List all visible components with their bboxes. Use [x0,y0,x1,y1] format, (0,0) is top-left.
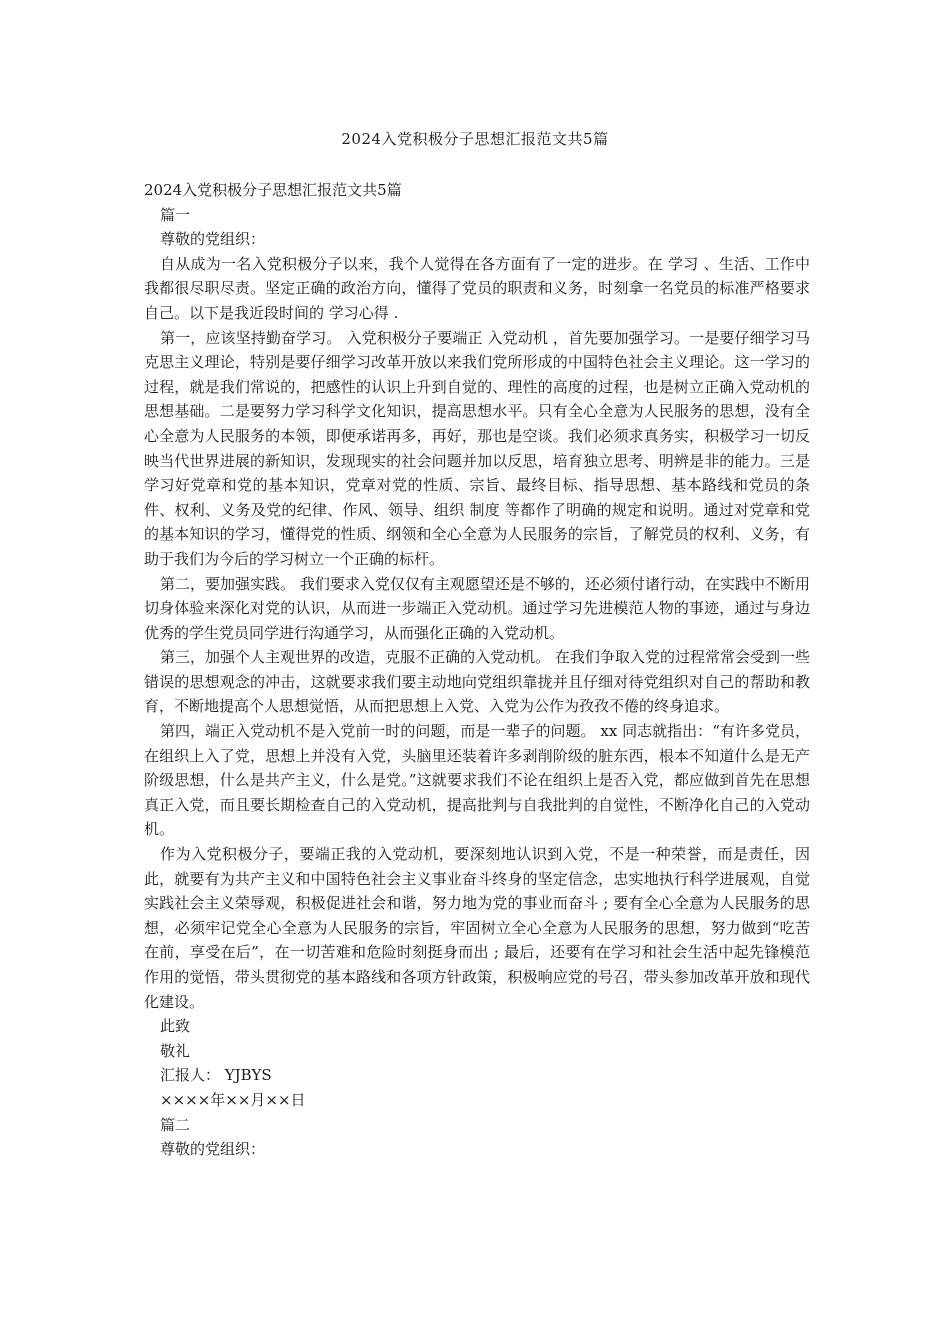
salutation: 尊敬的党组织： [160,230,266,249]
paragraph: 第二，要加强实践。 我们要求入党仅仅有主观愿望还是不够的，还必须付诸行动，在实践中不断用切身体验来深化对党的认识，从而进一步端正入党动机。通过学习先进模范人物的事迹，通过与身边优秀的学生党员同学进行沟通学习，从而强化正确的入党动机。 [144,574,810,642]
closing-line: 此致 [160,1017,191,1036]
salutation: 尊敬的党组织： [160,1140,266,1159]
section-label: 篇一 [160,205,191,224]
date-line: ××××年××月××日 [160,1090,306,1109]
paragraph: 作为入党积极分子，要端正我的入党动机，要深刻地认识到入党，不是一种荣誉，而是责任，因此，就要有为共产主义和中国特色社会主义事业奋斗终身的坚定信念，忠实地执行科学进展观，自觉实践社会主义荣辱观，积极促进社会和谐，努力地为党的事业而奋斗 ; 要有全心全意为人民服务的思想，必须牢记党全心全意为人民服务的宗旨，牢固树立全心全意为人民服务的思想，努力做到“吃苦在前，享受在后”，在一切苦难和危险时刻挺身而出 ; 最后，还要有在学习和社会生活中起先锋模范作用的觉悟，带头贯彻党的基本路线和各项方针政策，积极响应党的号召，带头参加改革开放和现代化建设。 [144,845,810,1011]
document-subtitle: 2024入党积极分子思想汇报范文共5篇 [144,181,402,199]
paragraph: 第三，加强个人主观世界的改造，克服不正确的入党动机。 在我们争取入党的过程常常会受到一些错误的思想观念的冲击，这就要求我们要主动地向党组织靠拢并且仔细对待党组织对自己的帮助和教育，不断地提高个人思想觉悟，从而把思想上入党、入党为公作为孜孜不倦的终身追求。 [144,648,810,716]
closing-line: 敬礼 [160,1041,191,1060]
paragraph: 第一，应该坚持勤奋学习。 入党积极分子要端正 入党动机 ，首先要加强学习。一是要仔细学习马克思主义理论，特别是要仔细学习改革开放以来我们党所形成的中国特色社会主义理论。这一学习的过程，就是我们常说的，把感性的认识上升到自觉的、理性的高度的过程，也是树立正确入党动机的思想基础。二是要努力学习科学文化知识，提高思想水平。只有全心全意为人民服务的思想，没有全心全意为人民服务的本领，即便承诺再多，再好，那也是空谈。我们必须求真务实，积极学习一切反映当代世界进展的新知识，发现现实的社会问题并加以反思，培育独立思考、明辨是非的能力。三是学习好党章和党的基本知识，党章对党的性质、宗旨、最终目标、指导思想、基本路线和党员的条件、权利、义务及党的纪律、作风、领导、组织 制度 等都作了明确的规定和说明。通过对党章和党的基本知识的学习，懂得党的性质、纲领和全心全意为人民服务的宗旨，了解党员的权利、义务，有助于我们为今后的学习树立一个正确的标杆。 [144,328,810,568]
reporter-line: 汇报人： YJBYS [160,1066,272,1085]
paragraph: 自从成为一名入党积极分子以来，我个人觉得在各方面有了一定的进步。在 学习 、生活、工作中我都很尽职尽责。坚定正确的政治方向，懂得了党员的职责和义务，时刻拿一名党员的标准严格要求自己。以下是我近段时间的 学习心得 . [144,254,810,322]
paragraph: 第四，端正入党动机不是入党前一时的问题，而是一辈子的问题。 xx 同志就指出：“有许多党员，在组织上入了党，思想上并没有入党，头脑里还装着许多剥削阶级的脏东西，根本不知道什么是无产阶级思想，什么是共产主义，什么是党。”这就要求我们不论在组织上是否入党，都应做到首先在思想真正入党，而且要长期检查自己的入党动机，提高批判与自我批判的自觉性，不断净化自己的入党动机。 [144,722,810,839]
section-label: 篇二 [160,1115,191,1134]
document-title: 2024入党积极分子思想汇报范文共5篇 [341,130,609,148]
document-body [144,178,810,1162]
